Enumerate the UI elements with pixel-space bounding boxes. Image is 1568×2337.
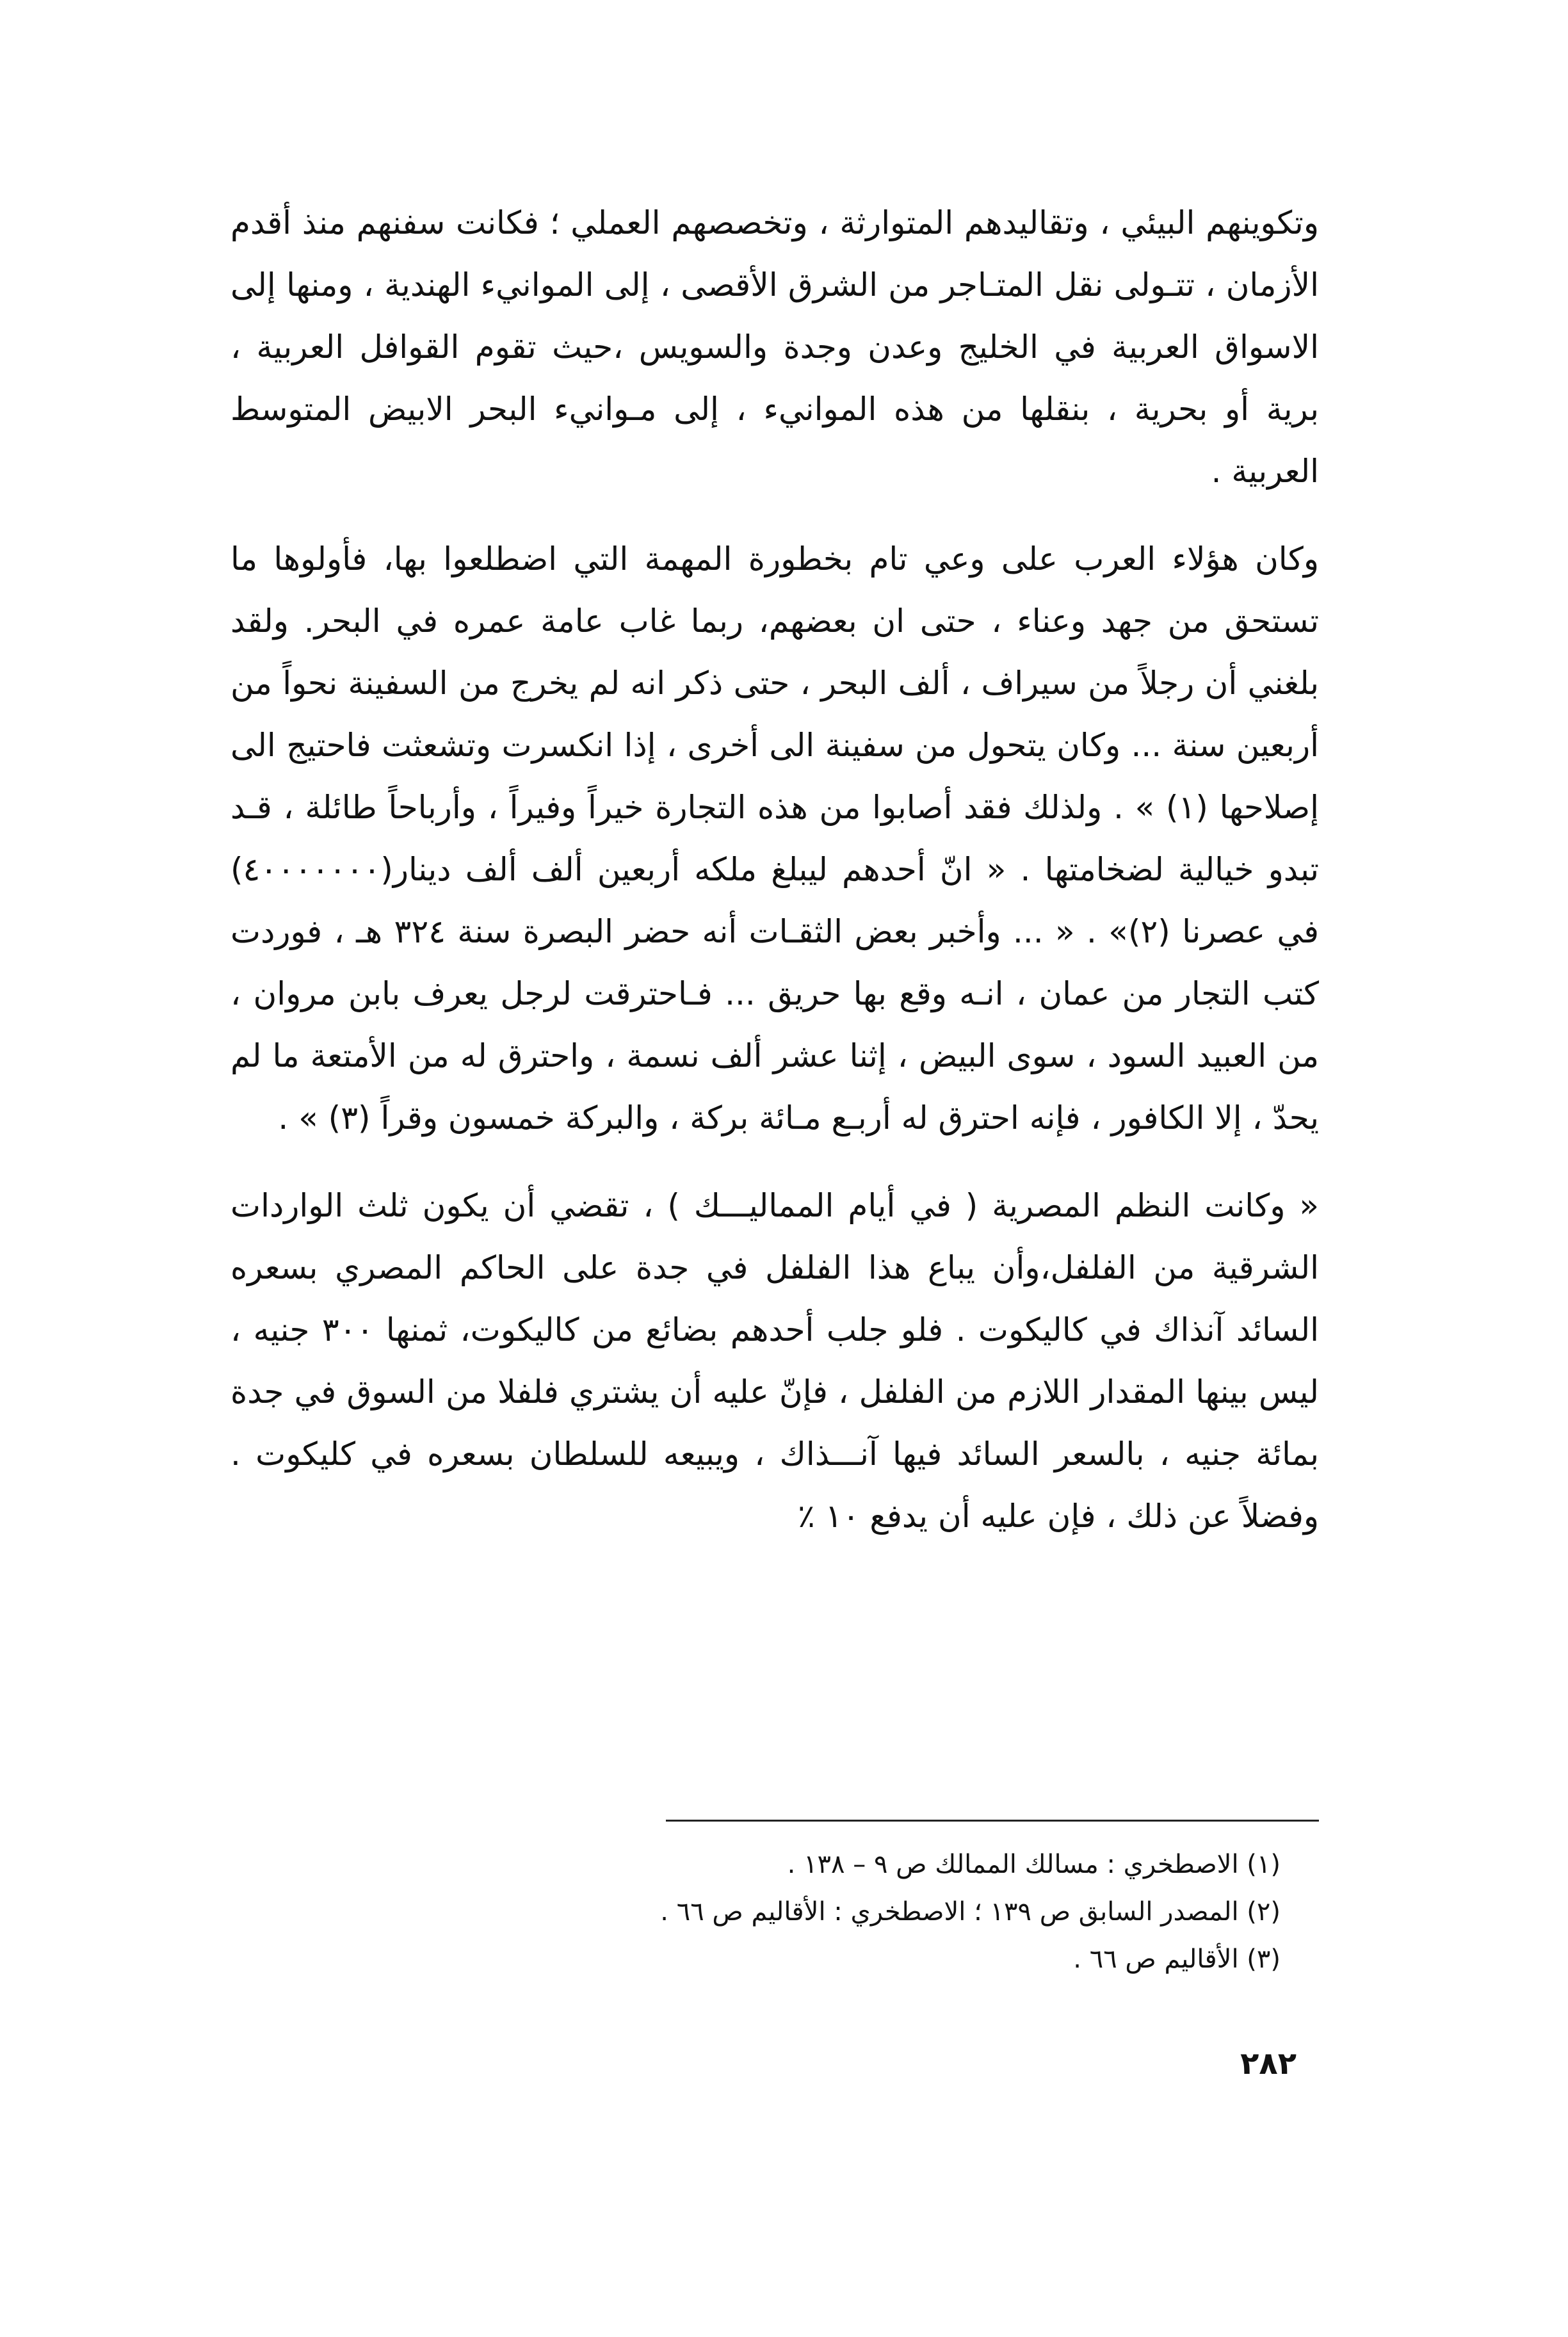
page-body [230, 192, 1319, 1548]
footnote-1: (١) الاصطخري : مسالك الممالك ص ٩ – ١٣٨ . [787, 1850, 1281, 1879]
footnote-2: (٢) المصدر السابق ص ١٣٩ ؛ الاصطخري : الأقاليم ص ٦٦ . [660, 1897, 1281, 1927]
footnotes [230, 1841, 1281, 1983]
page-number: ٢٨٢ [1240, 2046, 1297, 2082]
body-paragraph-2: وكان هؤلاء العرب على وعي تام بخطورة المهمة التي اضطلعوا بها، فأولوها ما تستحق من جهد وعناء ، حتى ان بعضهم، ربما غاب عامة عمره في البحر. ولقد بلغني أن رجلاً من سيراف ، ألف البحر ، حتى ذكر انه لم يخرج من السفينة نحواً من أربعين سنة ... وكان يتحول من سفينة الى أخرى ، إذا انكسرت وتشعثت فاحتيج الى إصلاحها (١) » . ولذلك فقد أصابوا من هذه التجارة خيراً وفيراً ، وأرباحاً طائلة ، قـد تبدو خيالية لضخامتها . « انّ أحدهم ليبلغ ملكه أربعين ألف ألف دينار(٤٠٠٠٠٠٠٠) في عصرنا (٢)» . « ... وأخبر بعض الثقـات أنه حضر البصرة سنة ٣٢٤ هـ ، فوردت كتب التجار من عمان ، انـه وقع بها حريق ... فـاحترقت لرجل يعرف بابن مروان ، من العبيد السود ، سوى البيض ، إثنا عشر ألف نسمة ، واحترق له من الأمتعة ما لم يحدّ ، إلا الكافور ، فإنه احترق له أربـع مـائة بركة ، والبركة خمسون وقراً (٣) » . [230, 540, 1319, 1136]
footnote-divider [666, 1820, 1319, 1822]
body-paragraph-3: « وكانت النظم المصرية ( في أيام المماليـــك ) ، تقضي أن يكون ثلث الواردات الشرقية من الفلفل،وأن يباع هذا الفلفل في جدة على الحاكم المصري بسعره السائد آنذاك في كاليكوت . فلو جلب أحدهم بضائع من كاليكوت، ثمنها ٣٠٠ جنيه ، ليس بينها المقدار اللازم من الفلفل ، فإنّ عليه أن يشتري فلفلا من السوق في جدة بمائة جنيه ، بالسعر السائد فيها آنـــذاك ، ويبيعه للسلطان بسعره في كليكوت . وفضلاً عن ذلك ، فإن عليه أن يدفع ١٠ ٪ [230, 1187, 1319, 1535]
footnote-3: (٣) الأقاليم ص ٦٦ . [1073, 1945, 1281, 1974]
body-paragraph-1: وتكوينهم البيئي ، وتقاليدهم المتوارثة ، وتخصصهم العملي ؛ فكانت سفنهم منذ أقدم الأزمان ، تتـولى نقل المتـاجر من الشرق الأقصى ، إلى الموانيء الهندية ، ومنها إلى الاسواق العربية في الخليج وعدن وجدة والسويس ،حيث تقوم القوافل العربية ، برية أو بحرية ، بنقلها من هذه الموانيء ، إلى مـوانيء البحر الابيض المتوسط العربية . [230, 204, 1319, 490]
